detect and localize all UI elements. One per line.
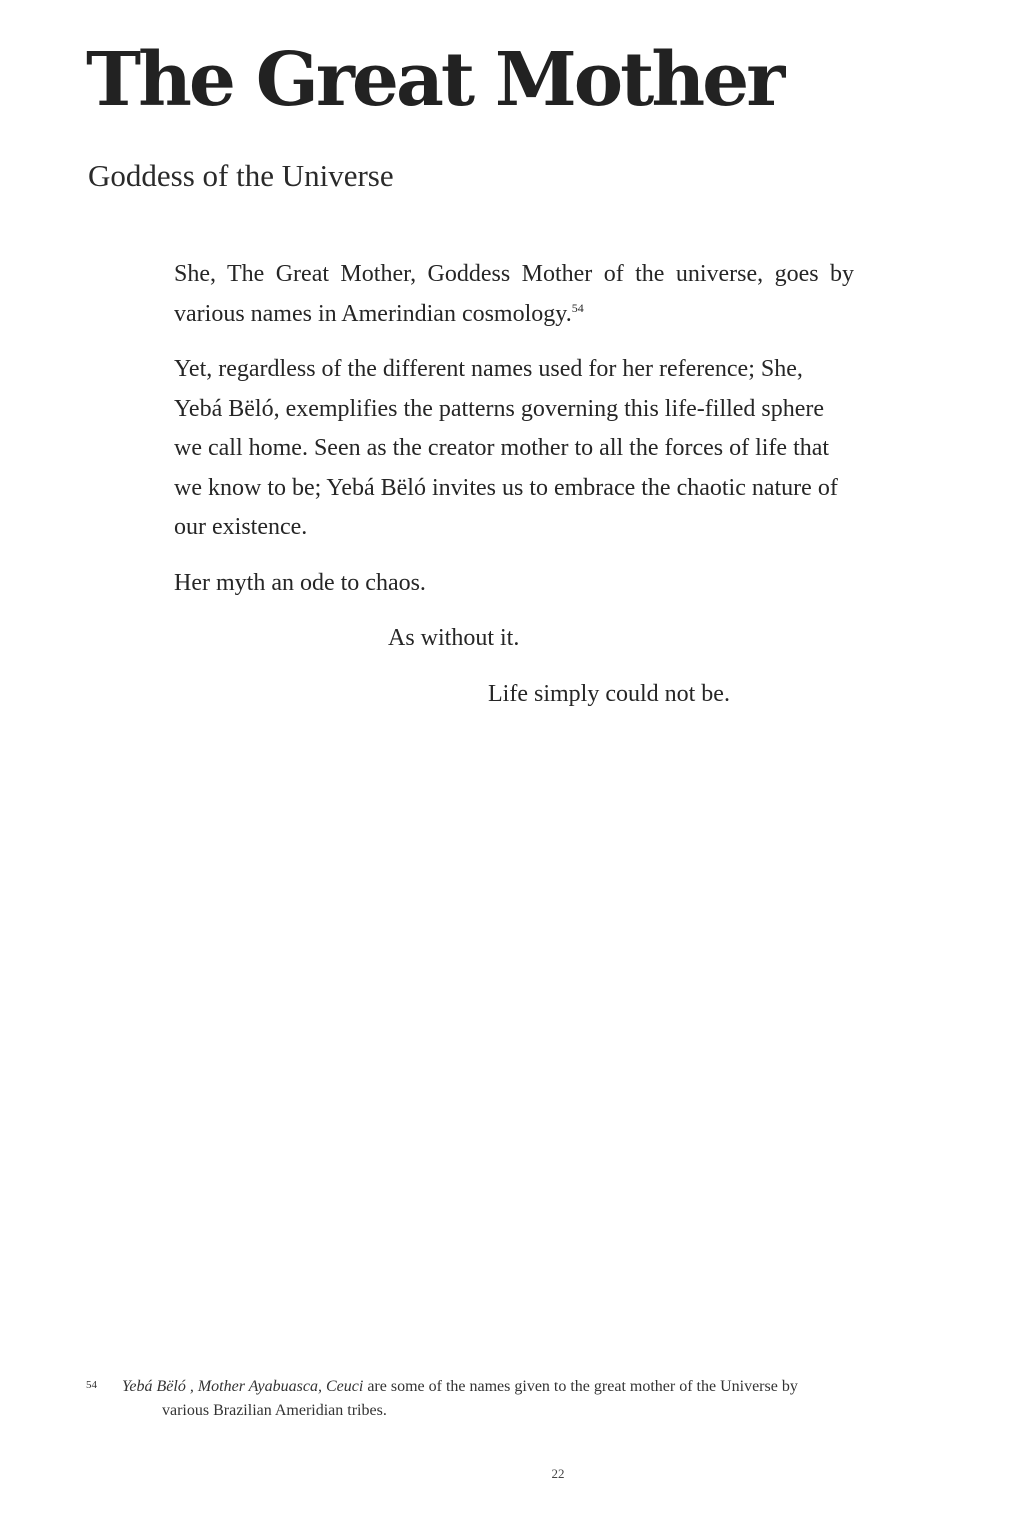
page-subtitle: Goddess of the Universe: [88, 158, 394, 193]
footnote-text-line-2: various Brazilian Ameridian tribes.: [162, 1402, 387, 1419]
footnote-text-line-1: are some of the names given to the great mother of the Universe by: [363, 1378, 798, 1395]
paragraph-3: Her myth an ode to chaos.: [174, 569, 426, 596]
footnote-mark: 54: [86, 1379, 97, 1391]
verse-line-1: As without it.: [388, 625, 520, 651]
footnote-reference: 54: [571, 300, 584, 315]
footnote: [86, 1375, 936, 1423]
footnote-text: [122, 1375, 936, 1423]
paragraph-1: [174, 255, 854, 334]
paragraph-1-text: She, The Great Mother, Goddess Mother of the universe, goes by various names in Amerindian cosmology.: [174, 261, 854, 327]
page-title: The Great Mother: [86, 37, 783, 123]
body-text: [174, 255, 854, 714]
footnote-italic-names: Yebá Bëló , Mother Ayabuasca, Ceuci: [122, 1378, 364, 1395]
verse-line-2: Life simply could not be.: [488, 680, 730, 707]
paragraph-2: Yet, regardless of the different names used for her reference; She, Yebá Bëló, exemplifies the patterns governing this life-filled sphere we call home. Seen as the creator mother to all the forces of life that we know to be; Yebá Bëló invites us to embrace the chaotic nature of our existence.: [174, 356, 838, 540]
page-number: 22: [551, 1466, 565, 1481]
